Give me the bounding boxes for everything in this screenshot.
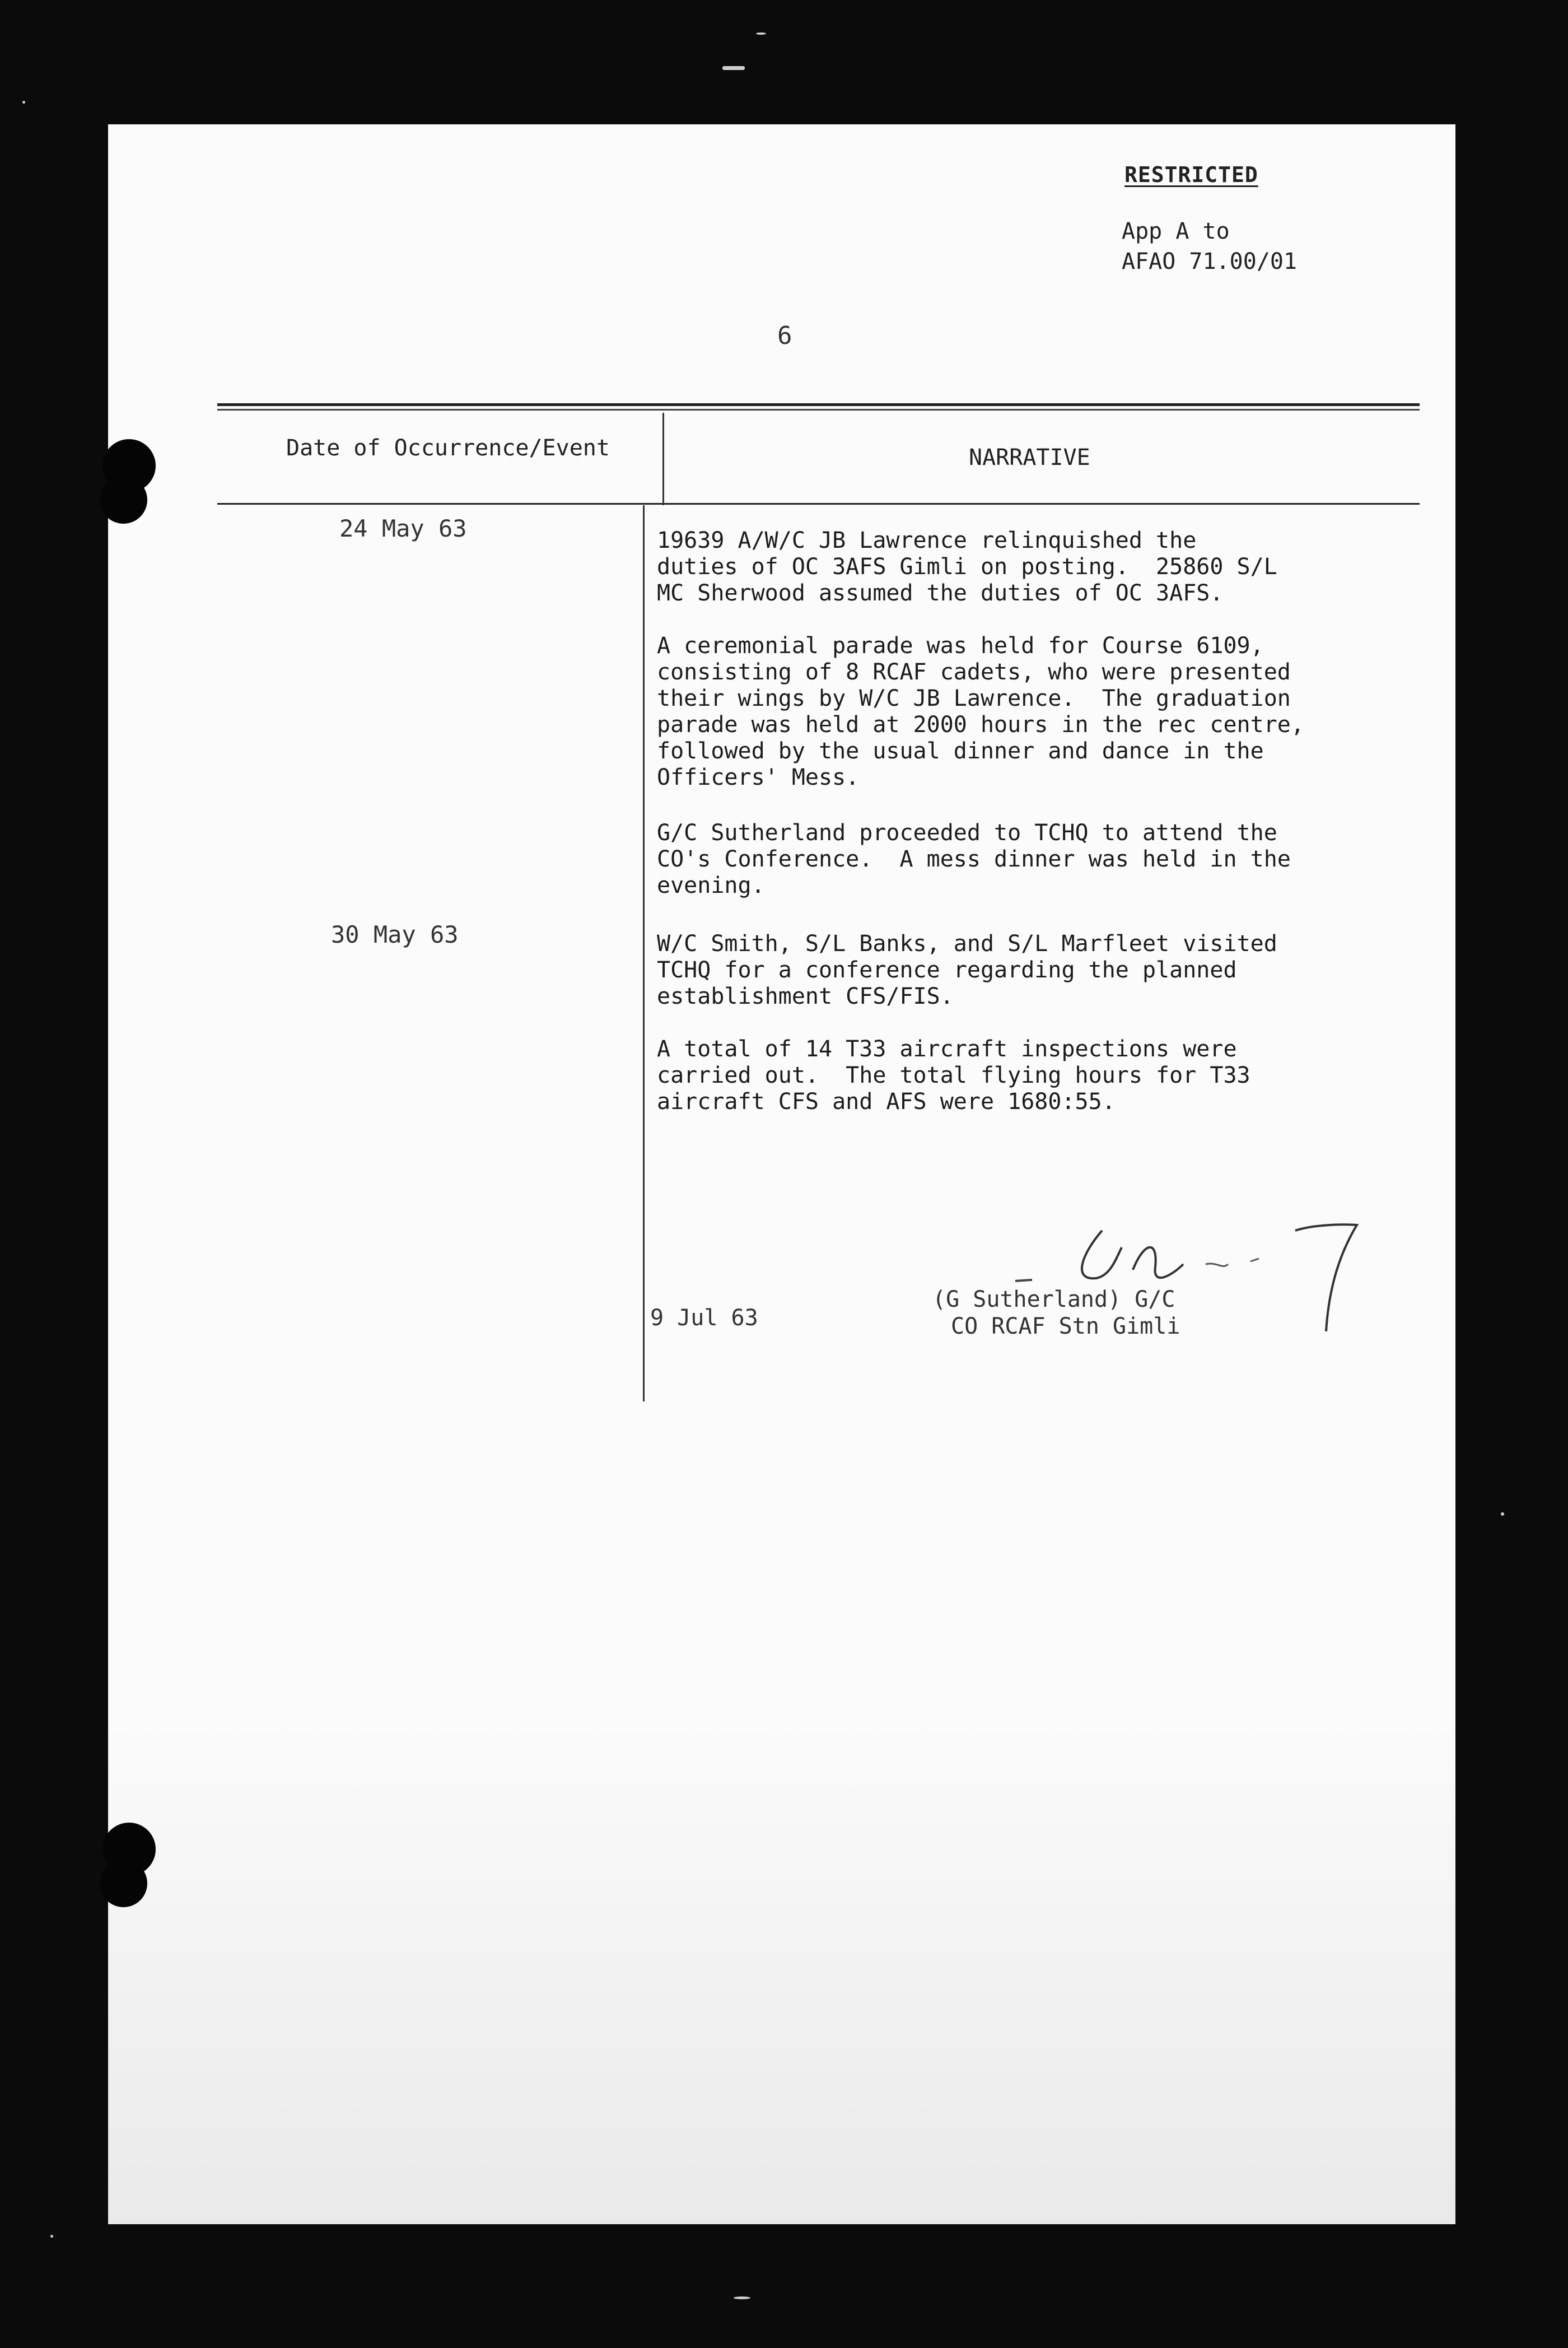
dust-speck [50,2235,53,2238]
dust-speck [22,101,25,104]
header-bottom-rule [217,503,1420,505]
punch-hole [100,476,147,524]
entry-date: 30 May 63 [331,921,459,948]
reference-line-1: App A to [1122,218,1230,244]
classification-label: RESTRICTED [1124,162,1258,187]
narrative-paragraph: W/C Smith, S/L Banks, and S/L Marfleet visited TCHQ for a conference regarding the planned establishment CFS/FIS. [657,931,1277,1009]
signature-date: 9 Jul 63 [650,1305,758,1331]
narrative-paragraph: A total of 14 T33 aircraft inspections were carried out. The total flying hours for T33 aircraft CFS and AFS were 1680:55. [657,1036,1250,1115]
table-top-rule [217,403,1420,406]
reference-line-2: AFAO 71.00/01 [1122,249,1298,274]
narrative-paragraph: A ceremonial parade was held for Course 6109, consisting of 8 RCAF cadets, who were presented their wings by W/C JB Lawrence. The graduation parade was held at 2000 hours in the rec centre, followed by the usual dinner and dance in the Officers' Mess. [657,633,1304,790]
date-column-header: Date of Occurrence/Event [286,435,610,461]
narrative-paragraph: 19639 A/W/C JB Lawrence relinquished the duties of OC 3AFS Gimli on posting. 25860 S/L MC Sherwood assumed the duties of OC 3AFS. [657,528,1277,606]
signatory-title: CO RCAF Stn Gimli [951,1313,1180,1339]
signatory-name: (G Sutherland) G/C [932,1287,1175,1312]
entry-date: 24 May 63 [339,515,467,542]
punch-hole [100,1860,147,1907]
dust-speck [734,2296,750,2299]
dust-speck [756,32,766,35]
page-shading [108,1720,1455,2224]
narrative-column-header: NARRATIVE [969,445,1090,470]
dust-speck [722,66,745,70]
table-top-rule-2 [217,409,1420,411]
page-number: 6 [777,322,792,350]
column-divider [643,505,645,1401]
dust-speck [1501,1512,1504,1516]
document-page [108,124,1455,2224]
narrative-paragraph: G/C Sutherland proceeded to TCHQ to attend the CO's Conference. A mess dinner was held in the evening. [657,820,1291,898]
header-column-divider [662,413,664,505]
